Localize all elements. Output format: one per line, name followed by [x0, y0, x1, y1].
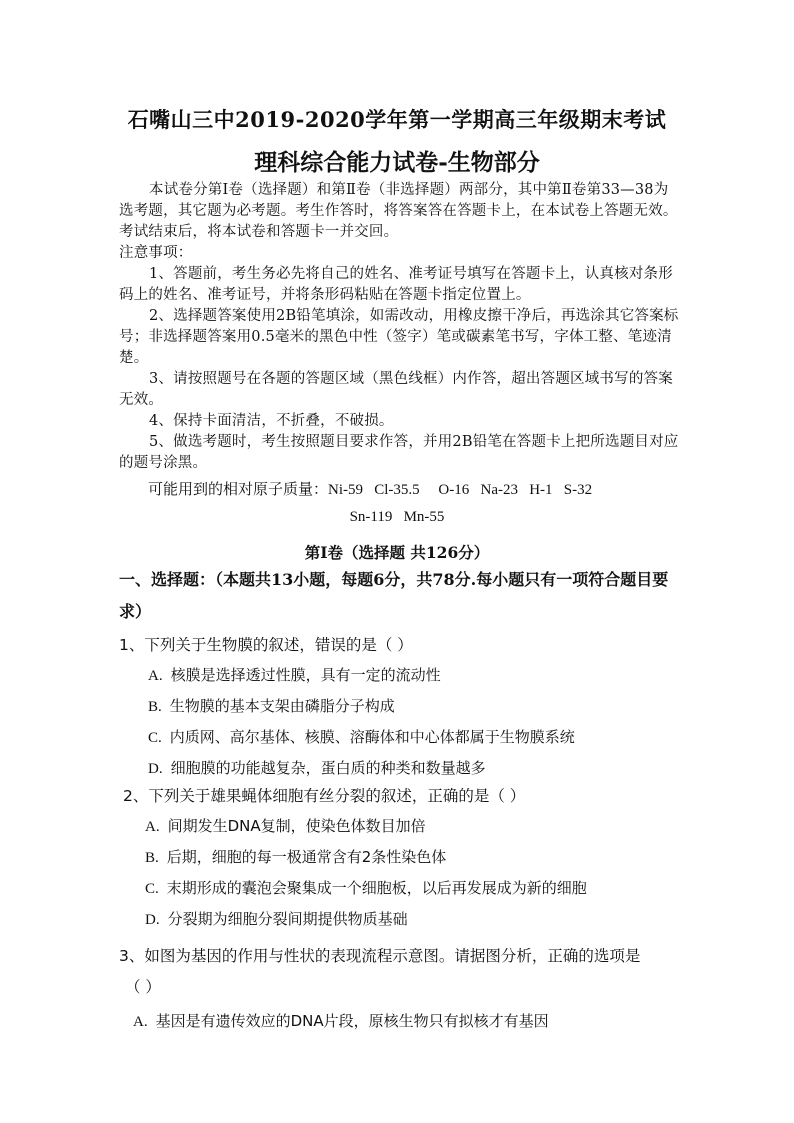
atomic-masses-line-2: Sn-119 Mn-55 [349, 509, 445, 525]
q2-option-b: B. 后期，细胞的每一极通常含有2条性染色体 [145, 848, 447, 866]
q2-option-c: C. 末期形成的囊泡会聚集成一个细胞板，以后再发展成为新的细胞 [145, 879, 587, 897]
notice-heading: 注意事项： [119, 245, 193, 261]
question-1-stem: 1、下列关于生物膜的叙述，错误的是（ ） [119, 636, 413, 654]
q2-option-a: A. 间期发生DNA复制，使染色体数目加倍 [145, 817, 426, 835]
exam-subtitle: 理科综合能力试卷-生物部分 [254, 149, 540, 176]
q2-option-d: D. 分裂期为细胞分裂间期提供物质基础 [145, 910, 408, 928]
notice-item-3: 3、请按照题号在各题的答题区域（黑色线框）内作答，超出答题区域书写的答案无效。 [119, 371, 673, 408]
notice-item-2: 2、选择题答案使用2B铅笔填涂，如需改动，用橡皮擦干净后，再选涂其它答案标号；非选择题答案用0.5毫米的黑色中性（签字）笔或碳素笔书写，字体工整、笔迹清楚。 [119, 308, 679, 366]
question-2-stem: 2、下列关于雄果蝇体细胞有丝分裂的叙述，正确的是（ ） [123, 787, 526, 805]
q1-option-d: D. 细胞膜的功能越复杂，蛋白质的种类和数量越多 [148, 759, 486, 777]
notice-item-5: 5、做选考题时，考生按照题目要求作答，并用2B铅笔在答题卡上把所选题目对应的题号涂黑。 [119, 434, 679, 471]
exam-notice [119, 180, 679, 474]
question-3-stem-cont: （ ） [125, 978, 161, 996]
exam-title: 石嘴山三中2019-2020学年第一学期高三年级期末考试 [127, 107, 667, 132]
q1-option-c: C. 内质网、高尔基体、核膜、溶酶体和中心体都属于生物膜系统 [148, 728, 575, 746]
section-heading: 一、选择题：（本题共13小题，每题6分，共78分.每小题只有一项符合题目要求） [119, 570, 669, 621]
q3-option-a: A. 基因是有遗传效应的DNA片段，原核生物只有拟核才有基因 [133, 1012, 549, 1030]
notice-item-1: 1、答题前，考生务必先将自己的姓名、准考证号填写在答题卡上，认真核对条形码上的姓名、准考证号，并将条形码粘贴在答题卡指定位置上。 [119, 266, 673, 303]
notice-intro: 本试卷分第Ⅰ卷（选择题）和第Ⅱ卷（非选择题）两部分，其中第Ⅱ卷第33—38为选考题，其它题为必考题。考生作答时，将答案答在答题卡上，在本试卷上答题无效。考试结束后，将本试卷和答题卡一并交回。 [119, 182, 678, 240]
question-3-stem: 3、如图为基因的作用与性状的表现流程示意图。请据图分析，正确的选项是 [119, 947, 641, 965]
q1-option-b: B. 生物膜的基本支架由磷脂分子构成 [148, 697, 395, 715]
part1-title: 第Ⅰ卷（选择题 共126分） [304, 543, 490, 562]
q1-option-a: A. 核膜是选择透过性膜，具有一定的流动性 [148, 666, 441, 684]
atomic-masses-line-1: 可能用到的相对原子质量：Ni-59 Cl-35.5 O-16 Na-23 H-1 S-32 [148, 482, 593, 498]
notice-item-4: 4、保持卡面清洁，不折叠，不破损。 [149, 413, 394, 429]
